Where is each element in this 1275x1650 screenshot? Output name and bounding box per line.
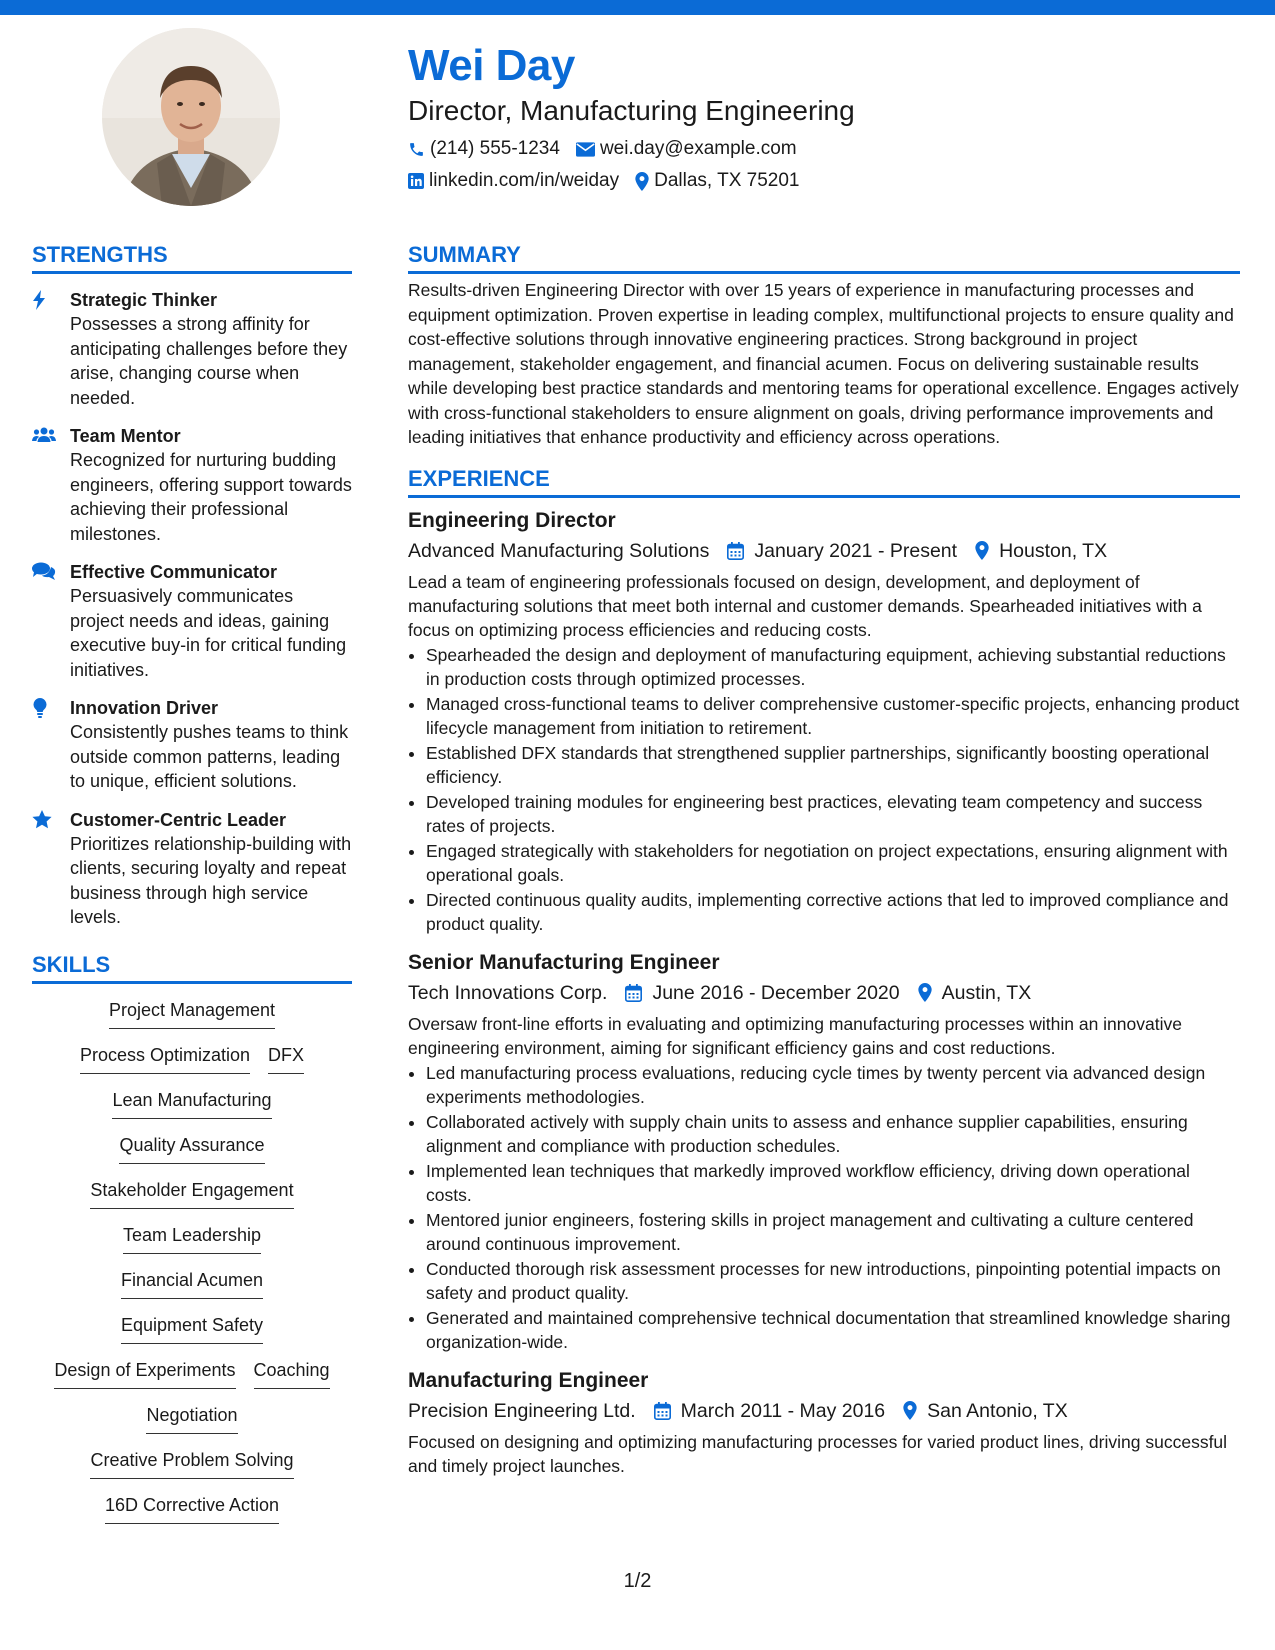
star-icon [32, 810, 52, 829]
skills-list [32, 998, 352, 1538]
resume-header [408, 40, 1228, 192]
job-title: Engineering Director [408, 508, 616, 532]
bullet-item: • Conducted thorough risk assessment processes for new introductions, pinpointing potential impacts on safety and product quality. [426, 1257, 1240, 1305]
bullet-item: • Managed cross-functional teams to deliver comprehensive customer-specific projects, enhancing product lifecycle management from initiation to retirement. [426, 692, 1240, 740]
email-text: wei.day@example.com [599, 138, 797, 159]
phone-icon [408, 141, 425, 158]
skill-tag: Negotiation [146, 1403, 237, 1434]
candidate-name: Wei Day [408, 41, 575, 90]
skill-row [32, 1493, 352, 1538]
bullet-item: • Implemented lean techniques that markedly improved workflow efficiency, driving down operational costs. [426, 1159, 1240, 1207]
skill-row [32, 1358, 352, 1403]
lightbulb-icon [32, 698, 48, 718]
job-dates: January 2021 - Present [754, 539, 958, 562]
strength-desc: Consistently pushes teams to think outside common patterns, leading to unique, efficient solutions. [70, 722, 349, 791]
right-column [408, 240, 1240, 1478]
map-pin-icon [918, 983, 932, 1002]
skill-tag: Lean Manufacturing [112, 1088, 271, 1119]
strength-item [32, 808, 352, 930]
skill-row [32, 1403, 352, 1448]
skill-tag: Financial Acumen [121, 1268, 263, 1299]
skill-tag: Project Management [109, 998, 275, 1029]
job-title: Manufacturing Engineer [408, 1368, 649, 1392]
strength-title: Effective Communicator [70, 562, 278, 582]
bullet-item: • Mentored junior engineers, fostering skills in project management and cultivating a culture centered around continuous improvement. [426, 1208, 1240, 1256]
contact-row-1 [408, 138, 1228, 160]
job-description: Oversaw front-line efforts in evaluating and optimizing manufacturing processes within an innovative engineering environment, aiming for significant efficiency gains and cost reductions. [408, 1013, 1182, 1058]
skill-tag: Equipment Safety [121, 1313, 263, 1344]
job-entry [408, 948, 1240, 1354]
job-location: Austin, TX [941, 981, 1032, 1004]
phone-contact[interactable] [408, 138, 560, 160]
strength-title: Strategic Thinker [70, 290, 218, 310]
strength-desc: Persuasively communicates project needs and ideas, gaining executive buy-in for critical funding initiatives. [70, 586, 347, 680]
job-bullets [408, 643, 1240, 936]
strength-item [32, 288, 352, 410]
experience-heading: EXPERIENCE [408, 464, 1240, 498]
calendar-icon [727, 542, 744, 560]
calendar-icon [654, 1402, 671, 1420]
linkedin-icon [408, 173, 424, 189]
job-location: Houston, TX [999, 539, 1108, 562]
strength-desc: Possesses a strong affinity for anticipating challenges before they arise, changing course when needed. [70, 314, 348, 408]
job-dates: March 2011 - May 2016 [680, 1399, 886, 1422]
location-text: Dallas, TX 75201 [654, 170, 800, 191]
skill-tag: Creative Problem Solving [90, 1448, 293, 1479]
skill-tag: Team Leadership [123, 1223, 261, 1254]
strength-item [32, 424, 352, 546]
calendar-icon [625, 984, 642, 1002]
users-icon [32, 426, 56, 444]
skill-tag: DFX [268, 1043, 304, 1074]
job-description: Focused on designing and optimizing manufacturing processes for varied product lines, driving successful and timely project launches. [408, 1431, 1228, 1476]
contact-row-2 [408, 170, 1228, 192]
left-column [32, 240, 352, 1538]
summary-text: Results-driven Engineering Director with over 15 years of experience in manufacturing processes and equipment optimization. Proven expertise in leading complex, multifunctional projects to ensure quality and cost-effective solutions through innovative engineering practices. Strong background in project management, stakeholder engagement, and financial acumen. Focus on delivering sustainable results while developing best practice standards and mentoring teams for operational excellence. Engages actively with cross-functional stakeholders to ensure alignment on goals, driving performance improvements and leading initiatives that enhance productivity and efficiency across operations. [408, 280, 1239, 447]
skill-row [32, 998, 352, 1043]
company-name: Tech Innovations Corp. [408, 981, 608, 1004]
company-name: Advanced Manufacturing Solutions [408, 539, 710, 562]
bullet-item: • Established DFX standards that strengthened supplier partnerships, significantly boosting operational efficiency. [426, 741, 1240, 789]
skill-row [32, 1088, 352, 1133]
map-pin-icon [975, 541, 989, 560]
bullet-item: • Engaged strategically with stakeholders for negotiation on project expectations, ensuring alignment with operational goals. [426, 839, 1240, 887]
strength-desc: Prioritizes relationship-building with clients, securing loyalty and repeat business through high service levels. [70, 833, 352, 927]
strengths-heading: STRENGTHS [32, 240, 352, 274]
bullet-item: • Developed training modules for engineering best practices, elevating team competency and success rates of projects. [426, 790, 1240, 838]
job-dates: June 2016 - December 2020 [652, 981, 900, 1004]
job-meta [408, 536, 1240, 566]
company-name: Precision Engineering Ltd. [408, 1399, 636, 1422]
job-bullets [408, 1061, 1240, 1354]
skill-tag: Process Optimization [80, 1043, 250, 1074]
skill-tag: Coaching [254, 1358, 330, 1389]
bullet-item: • Spearheaded the design and deployment of manufacturing equipment, achieving substantial reductions in production costs through optimized processes. [426, 643, 1240, 691]
summary-heading: SUMMARY [408, 240, 1240, 274]
location-contact [635, 170, 799, 192]
strength-item [32, 560, 352, 682]
bullet-item: • Generated and maintained comprehensive technical documentation that streamlined knowledge sharing organization-wide. [426, 1306, 1240, 1354]
comments-icon [32, 562, 56, 580]
strength-desc: Recognized for nurturing budding engineers, offering support towards achieving their professional milestones. [70, 450, 352, 544]
strength-item [32, 696, 352, 794]
profile-photo [102, 28, 280, 206]
skill-row [32, 1178, 352, 1223]
skill-tag: Stakeholder Engagement [90, 1178, 293, 1209]
skill-tag: 16D Corrective Action [105, 1493, 279, 1524]
skill-row [32, 1448, 352, 1493]
bullet-item: • Collaborated actively with supply chain units to assess and enhance supplier capabilities, ensuring alignment and compliance with production schedules. [426, 1110, 1240, 1158]
job-entry [408, 1366, 1240, 1478]
strength-title: Customer-Centric Leader [70, 809, 287, 830]
skill-row [32, 1313, 352, 1358]
strength-title: Innovation Driver [70, 698, 219, 718]
skill-row [32, 1043, 352, 1088]
email-contact[interactable] [576, 138, 797, 160]
envelope-icon [576, 142, 595, 157]
skill-row [32, 1268, 352, 1313]
phone-text: (214) 555-1234 [430, 138, 560, 159]
job-title: Senior Manufacturing Engineer [408, 950, 720, 974]
skill-row [32, 1223, 352, 1268]
bullet-item: • Directed continuous quality audits, implementing corrective actions that led to improved compliance and product quality. [426, 888, 1240, 936]
job-location: San Antonio, TX [927, 1399, 1068, 1422]
skills-heading: SKILLS [32, 950, 352, 984]
job-meta [408, 1396, 1240, 1426]
job-description: Lead a team of engineering professionals focused on design, development, and deployment of manufacturing solutions that meet both internal and customer demands. Spearheaded initiatives with a focus on optimizing process efficiencies and reducing costs. [408, 571, 1202, 640]
strength-title: Team Mentor [70, 426, 181, 446]
bullet-item: • Led manufacturing process evaluations, reducing cycle times by twenty percent via advanced design experiments methodologies. [426, 1061, 1240, 1109]
linkedin-contact[interactable] [408, 170, 619, 192]
candidate-title: Director, Manufacturing Engineering [408, 95, 855, 126]
linkedin-text: linkedin.com/in/weiday [429, 170, 620, 191]
skill-tag: Quality Assurance [119, 1133, 264, 1164]
bolt-icon [32, 290, 46, 310]
job-meta [408, 978, 1240, 1008]
job-entry [408, 506, 1240, 936]
top-accent-bar [0, 0, 1275, 15]
page-number: 1/2 [623, 1570, 652, 1592]
map-pin-icon [903, 1401, 917, 1420]
map-pin-icon [635, 172, 649, 191]
skill-tag: Design of Experiments [54, 1358, 235, 1389]
skill-row [32, 1133, 352, 1178]
